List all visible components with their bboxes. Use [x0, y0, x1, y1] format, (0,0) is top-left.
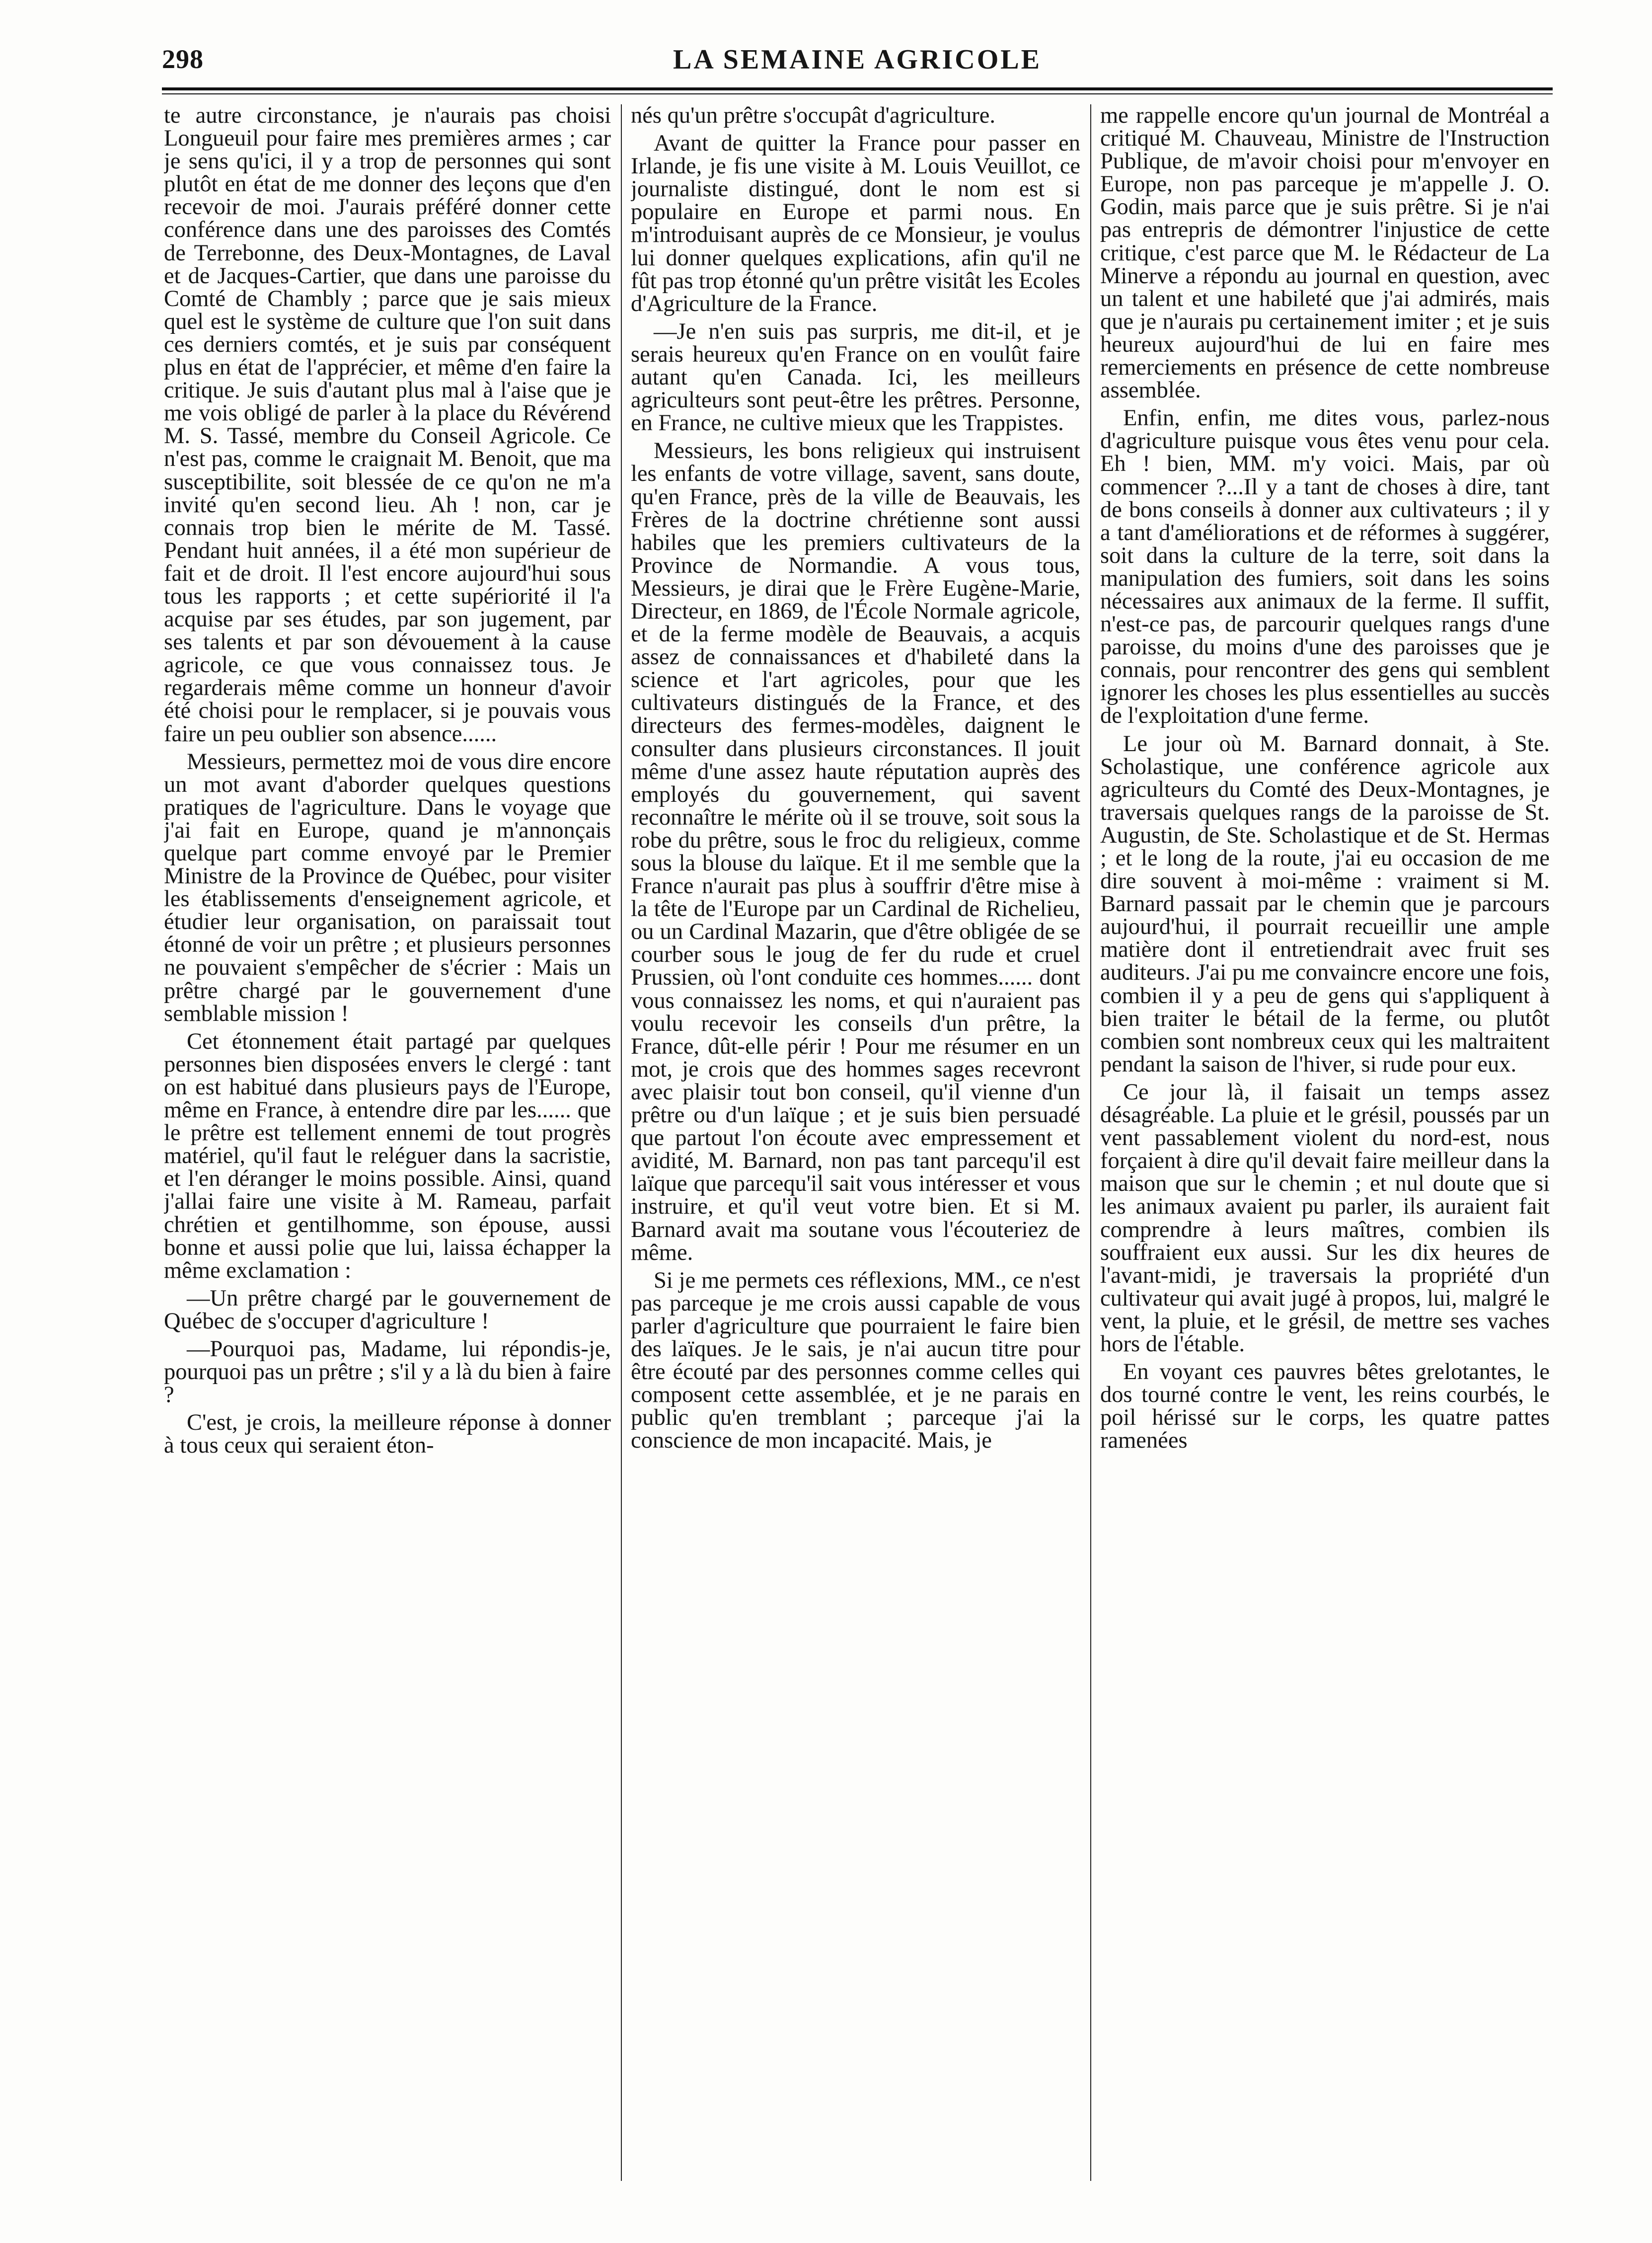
column-divider: [621, 104, 622, 2181]
page-header: [162, 44, 1553, 83]
paragraph: Le jour où M. Barnard donnait, à Ste. Scholastique, une conférence agricole aux agriculteurs du Comté des Deux-Montagnes, je traversais quelques rangs de la paroisse de St. Augustin, de Ste. Scholastique et de St. Hermas ; et le long de la route, j'ai eu occasion de me dire souvent à moi-même : vraiment si M. Barnard passait par le chemin que je parcours aujourd'hui, il pourrait recueillir une ample matière dont il entretiendrait avec fruit ses auditeurs. J'ai pu me convaincre encore une fois, combien il y a peu de gens qui s'appliquent à bien traiter le bétail de la ferme, ou plutôt combien sont nombreux ceux qui les maltraitent pendant la saison de l'hiver, si rude pour eux.: [1100, 731, 1550, 1077]
paragraph: —Un prêtre chargé par le gouvernement de Québec de s'occuper d'agriculture !: [164, 1285, 611, 1334]
paragraph: Messieurs, les bons religieux qui instruisent les enfants de votre village, savent, sans doute, qu'en France, près de la ville de Beauvais, les Frères de la doctrine chrétienne sont aussi habiles que les premiers cultivateurs de la Province de Normandie. A vous tous, Messieurs, je dirai que le Frère Eugène-Marie, Directeur, en 1869, de l'École Normale agricole, et de la ferme modèle de Beauvais, a acquis assez de connaissances et d'habileté dans la science et l'art agricoles, pour que les cultivateurs distingués de la France, et des directeurs des fermes-modèles, daignent le consulter dans plusieurs circonstances. Il jouit même d'une assez haute réputation auprès des employés du gouvernement, qui savent reconnaître le mérite où il se trouve, soit sous la robe du prêtre, sous le froc du religieux, comme sous la blouse du laïque. Et il me semble que la France n'aurait pas plus à souffrir d'être mise à la tête de l'Europe par un Cardinal de Richelieu, ou un Cardinal Mazarin, que d'être obligée de se courber sous le joug de fer du rude et cruel Prussien, où l'ont conduite ces hommes...... dont vous connaissez les noms, et qui n'auraient pas voulu recevoir les conseils d'un prêtre, la France, dût-elle périr ! Pour me résumer en un mot, je crois que des hommes sages recevront avec plaisir tout bon conseil, qu'il vienne d'un prêtre ou d'un laïque ; et je suis bien persuadé que partout l'on écoute avec empressement et avidité, M. Barnard, non pas tant parcequ'il est laïque que parcequ'il sait vous intéresser et vous instruire, et qu'il veut votre bien. Et si M. Barnard avait ma soutane vous l'écouteriez de même.: [631, 438, 1080, 1265]
text-column-3: [1100, 104, 1550, 2181]
paragraph: —Je n'en suis pas surpris, me dit-il, et je serais heureux qu'en France on en voulût faire autant qu'en Canada. Ici, les meilleurs agriculteurs sont peut-être les prêtres. Personne, en France, ne cultive mieux que les Trappistes.: [631, 318, 1080, 436]
paragraph: Avant de quitter la France pour passer en Irlande, je fis une visite à M. Louis Veuillot, ce journaliste distingué, dont le nom est si populaire en Europe et parmi nous. En m'introduisant auprès de ce Monsieur, je voulus lui donner quelques explications, afin qu'il ne fût pas trop étonné qu'un prêtre visitât les Ecoles d'Agriculture de la France.: [631, 131, 1080, 316]
text-column-2: [631, 104, 1080, 2181]
paragraph: Cet étonnement était partagé par quelques personnes bien disposées envers le clergé : tant on est habitué dans plusieurs pays de l'Europe, même en France, à entendre dire par les...... que le prêtre est tellement ennemi de tout progrès matériel, qu'il faut le reléguer dans la sacristie, et l'en déranger le moins possible. Ainsi, quand j'allai faire une visite à M. Rameau, parfait chrétien et gentilhomme, son épouse, aussi bonne et aussi polie que lui, laissa échapper la même exclamation :: [164, 1028, 611, 1283]
paragraph: nés qu'un prêtre s'occupât d'agriculture.: [631, 104, 995, 128]
header-rule-thin: [162, 93, 1553, 94]
running-title: LA SEMAINE AGRICOLE: [673, 44, 1042, 75]
paragraph: C'est, je crois, la meilleure réponse à donner à tous ceux qui seraient éton-: [164, 1410, 611, 1459]
paragraph: te autre circonstance, je n'aurais pas choisi Longueuil pour faire mes premières armes ; car je sens qu'ici, il y a trop de personnes qui sont plutôt en état de me donner des leçons que d'en recevoir de moi. J'aurais préféré donner cette conférence dans une des paroisses des Comtés de Terrebonne, des Deux-Montagnes, de Laval et de Jacques-Cartier, que dans une paroisse du Comté de Chambly ; parce que je sais mieux quel est le système de culture que l'on suit dans ces derniers comtés, et je suis par conséquent plus en état de l'apprécier, et même d'en faire la critique. Je suis d'autant plus mal à l'aise que je me vois obligé de parler à la place du Révérend M. S. Tassé, membre du Conseil Agricole. Ce n'est pas, comme le craignait M. Benoit, que ma susceptibilite, soit blessée de ce qu'on ne m'a invité qu'en second lieu. Ah ! non, car je connais trop bien le mérite de M. Tassé. Pendant huit années, il a été mon supérieur de fait et de droit. Il l'est encore aujourd'hui sous tous les rapports ; et cette supériorité il l'a acquise par ses études, par son jugement, par ses talents et par son dévouement à la cause agricole, ce que vous connaissez tous. Je regarderais même comme un honneur d'avoir été choisi pour le remplacer, si je pouvais vous faire un peu oublier son absence......: [164, 104, 611, 747]
column-divider: [1090, 104, 1091, 2181]
page-number: 298: [162, 44, 204, 74]
paragraph: Si je me permets ces réflexions, MM., ce n'est pas parceque je me crois aussi capable de vous parler d'agriculture que pourraient le faire bien des laïques. Je le sais, je n'ai aucun titre pour être écouté par des personnes comme celles qui composent cette assemblée, et je ne parais en public qu'en tremblant ; parceque j'ai la conscience de mon incapacité. Mais, je: [631, 1267, 1080, 1454]
paragraph: Ce jour là, il faisait un temps assez désagréable. La pluie et le grésil, poussés par un vent passablement violent du nord-est, nous forçaient à dire qu'il devait faire meilleur dans la maison que sur le chemin ; et nul doute que si les animaux avaient pu parler, ils auraient fait comprendre à leurs maîtres, combien ils souffraient eux aussi. Sur les dix heures de l'avant-midi, je traversais la propriété d'un cultivateur qui avait jugé à propos, lui, malgré le vent, la pluie, et le grésil, de mettre ses vaches hors de l'étable.: [1100, 1079, 1550, 1357]
paragraph: Enfin, enfin, me dites vous, parlez-nous d'agriculture puisque vous êtes venu pour cela. Eh ! bien, MM. m'y voici. Mais, par où commencer ?...Il y a tant de choses à dire, tant de bons conseils à donner aux cultivateurs ; il y a tant d'améliorations et de réformes à suggérer, soit dans la culture de la terre, soit dans la manipulation des fumiers, soit dans les soins nécessaires aux animaux de la ferme. Il suffit, n'est-ce pas, de parcourir quelques rangs d'une paroisse, du moins d'une des paroisses que je connais, pour rencontrer des gens qui semblent ignorer les choses les plus essentielles au succès de l'exploitation d'une ferme.: [1100, 405, 1550, 729]
paragraph: —Pourquoi pas, Madame, lui répondis-je, pourquoi pas un prêtre ; s'il y a là du bien à faire ?: [164, 1336, 611, 1408]
header-rule-thick: [162, 87, 1553, 90]
text-column-1: [164, 104, 611, 2181]
paragraph: Messieurs, permettez moi de vous dire encore un mot avant d'aborder quelques questions pratiques de l'agriculture. Dans le voyage que j'ai fait en Europe, quand je m'annonçais quelque part comme envoyé par le Premier Ministre de la Province de Québec, pour visiter les établissements d'enseignement agricole, et étudier leur organisation, on paraissait tout étonné de voir un prêtre ; et plusieurs personnes ne pouvaient s'empêcher de s'écrier : Mais un prêtre chargé par le gouvernement d'une semblable mission !: [164, 749, 611, 1026]
paragraph: En voyant ces pauvres bêtes grelotantes, le dos tourné contre le vent, les reins courbés, le poil hérissé sur le corps, les quatre pattes ramenées: [1100, 1359, 1550, 1454]
paragraph: me rappelle encore qu'un journal de Montréal a critiqué M. Chauveau, Ministre de l'Instruction Publique, de m'avoir choisi pour m'envoyer en Europe, non pas parceque je m'appelle J. O. Godin, mais parce que je suis prêtre. Si je n'ai pas entrepris de démontrer l'injustice de cette critique, c'est parce que M. le Rédacteur de La Minerve a répondu au journal en question, avec un talent et une habileté que j'ai admirés, mais que je n'aurais pu certainement imiter ; et je suis heureux aujourd'hui de lui en faire mes remerciements en présence de cette nombreuse assemblée.: [1100, 104, 1550, 403]
